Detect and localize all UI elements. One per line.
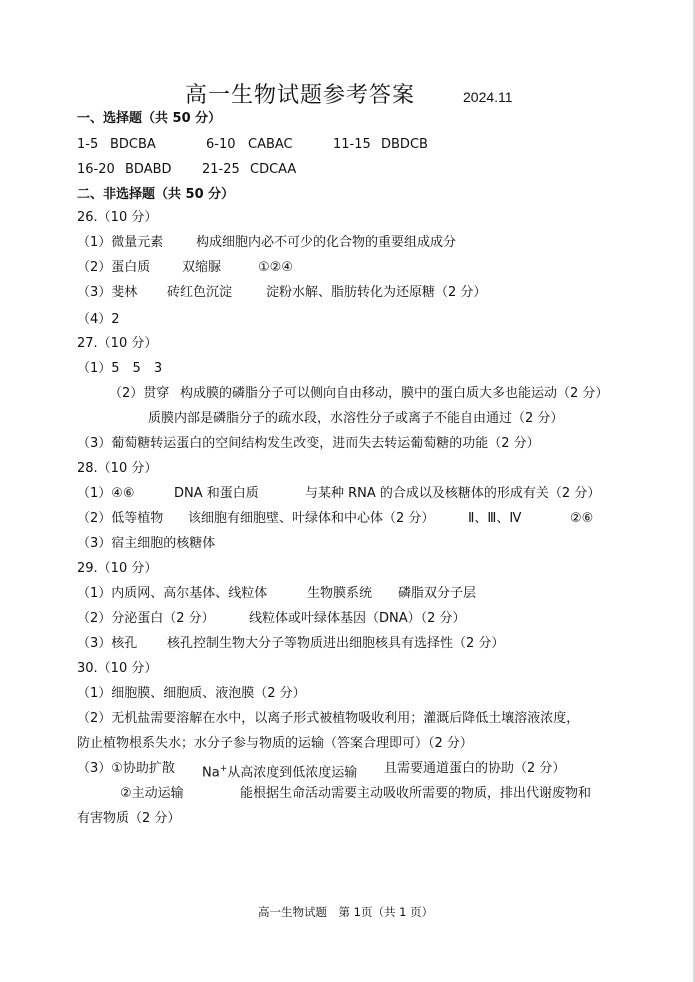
question-27-heading: 27.（10 分）	[77, 336, 158, 351]
question-28-heading: 28.（10 分）	[77, 461, 158, 476]
q27-answer-2-explain-cont: 质膜内部是磷脂分子的疏水段，水溶性分子或离子不能自由通过（2 分）	[148, 411, 564, 426]
q26-answer-1-explain: 构成细胞内必不可少的化合物的重要组成成分	[196, 235, 457, 250]
page-footer: 高一生物试题 第 1页（共 1 页）	[258, 905, 434, 919]
answer-letters: CABAC	[248, 137, 293, 152]
q26-answer-2: （2）蛋白质	[77, 260, 151, 275]
sodium-charge: +	[219, 764, 228, 774]
q27-answer-1: （1）5 5 3	[77, 361, 163, 376]
answer-range: 16-20	[77, 162, 115, 177]
q26-answer-2-options: ①②④	[258, 260, 293, 275]
q29-answer-2: （2）分泌蛋白（2 分）	[77, 611, 215, 626]
q29-answer-1-layer: 磷脂双分子层	[398, 586, 477, 601]
q28-answer-3: （3）宿主细胞的核糖体	[77, 536, 216, 551]
q30-answer-3b-explain: 能根据生命活动需要主动吸收所需要的物质，排出代谢废物和	[240, 786, 592, 801]
q30-answer-3a-direction: 从高浓度到低浓度运输	[227, 765, 358, 781]
answer-range: 1-5	[77, 137, 99, 152]
q29-answer-1: （1）内质网、高尔基体、线粒体	[77, 586, 268, 601]
exam-date: 2024.11	[463, 89, 513, 105]
page-title: 高一生物试题参考答案	[185, 83, 416, 108]
q30-answer-3a-protein: 且需要通道蛋白的协助（2 分）	[384, 761, 566, 776]
question-29-heading: 29.（10 分）	[77, 561, 158, 576]
q26-answer-3: （3）斐林	[77, 285, 138, 300]
q27-answer-2: （2）贯穿	[109, 386, 170, 401]
q27-answer-3: （3）葡萄糖转运蛋白的空间结构发生改变，进而失去转运葡萄糖的功能（2 分）	[77, 436, 540, 451]
question-26-heading: 26.（10 分）	[77, 210, 158, 225]
q29-answer-1-system: 生物膜系统	[307, 586, 373, 601]
q26-answer-3-result: 砖红色沉淀	[167, 285, 233, 300]
answer-letters: BDABD	[125, 162, 172, 177]
q28-answer-1: （1）④⑥	[77, 486, 135, 501]
q27-answer-2-explain: 构成膜的磷脂分子可以侧向自由移动，膜中的蛋白质大多也能运动（2 分）	[180, 386, 609, 401]
answer-letters: CDCAA	[250, 162, 297, 177]
q29-answer-3: （3）核孔	[77, 636, 138, 651]
answer-range: 6-10	[206, 137, 236, 152]
q28-answer-1-function: 与某种 RNA 的合成以及核糖体的形成有关（2 分）	[305, 486, 601, 501]
q28-answer-2-options: ②⑥	[570, 511, 594, 526]
q30-answer-3b: ②主动运输	[120, 786, 184, 801]
answer-letters: BDCBA	[110, 137, 156, 152]
answer-letters: DBDCB	[381, 137, 428, 152]
q29-answer-2-gene: 线粒体或叶绿体基因（DNA）（2 分）	[249, 611, 466, 626]
q30-answer-2: （2）无机盐需要溶解在水中，以离子形式被植物吸收利用；灌溉后降低土壤溶液浓度，	[77, 711, 580, 726]
q30-answer-1: （1）细胞膜、细胞质、液泡膜（2 分）	[77, 686, 306, 701]
q29-answer-3-explain: 核孔控制生物大分子等物质进出细胞核具有选择性（2 分）	[167, 636, 505, 651]
q26-answer-3-reason: 淀粉水解、脂肪转化为还原糖（2 分）	[266, 285, 487, 300]
q28-answer-2-numerals: Ⅱ、Ⅲ、Ⅳ	[468, 511, 522, 526]
q30-answer-3b-explain-cont: 有害物质（2 分）	[77, 811, 181, 826]
q28-answer-2: （2）低等植物	[77, 511, 164, 526]
question-30-heading: 30.（10 分）	[77, 661, 158, 676]
q30-answer-3a: （3）①协助扩散	[77, 761, 175, 776]
section-heading-non-choice: 二、非选择题（共 50 分）	[77, 187, 235, 202]
answer-range: 11-15	[333, 137, 371, 152]
q26-answer-4: （4）2	[77, 312, 120, 327]
answer-range: 21-25	[202, 162, 240, 177]
q30-answer-3a-ion	[202, 761, 357, 781]
section-heading-choice: 一、选择题（共 50 分）	[77, 111, 222, 126]
q26-answer-1: （1）微量元素	[77, 235, 164, 250]
q30-answer-2-cont: 防止植物根系失水；水分子参与物质的运输（答案合理即可）（2 分）	[77, 736, 473, 751]
q28-answer-2-reason: 该细胞有细胞壁、叶绿体和中心体（2 分）	[188, 511, 435, 526]
sodium-symbol: Na	[202, 765, 220, 781]
q28-answer-1-composition: DNA 和蛋白质	[174, 486, 259, 501]
q26-answer-2-reagent: 双缩脲	[182, 260, 222, 275]
